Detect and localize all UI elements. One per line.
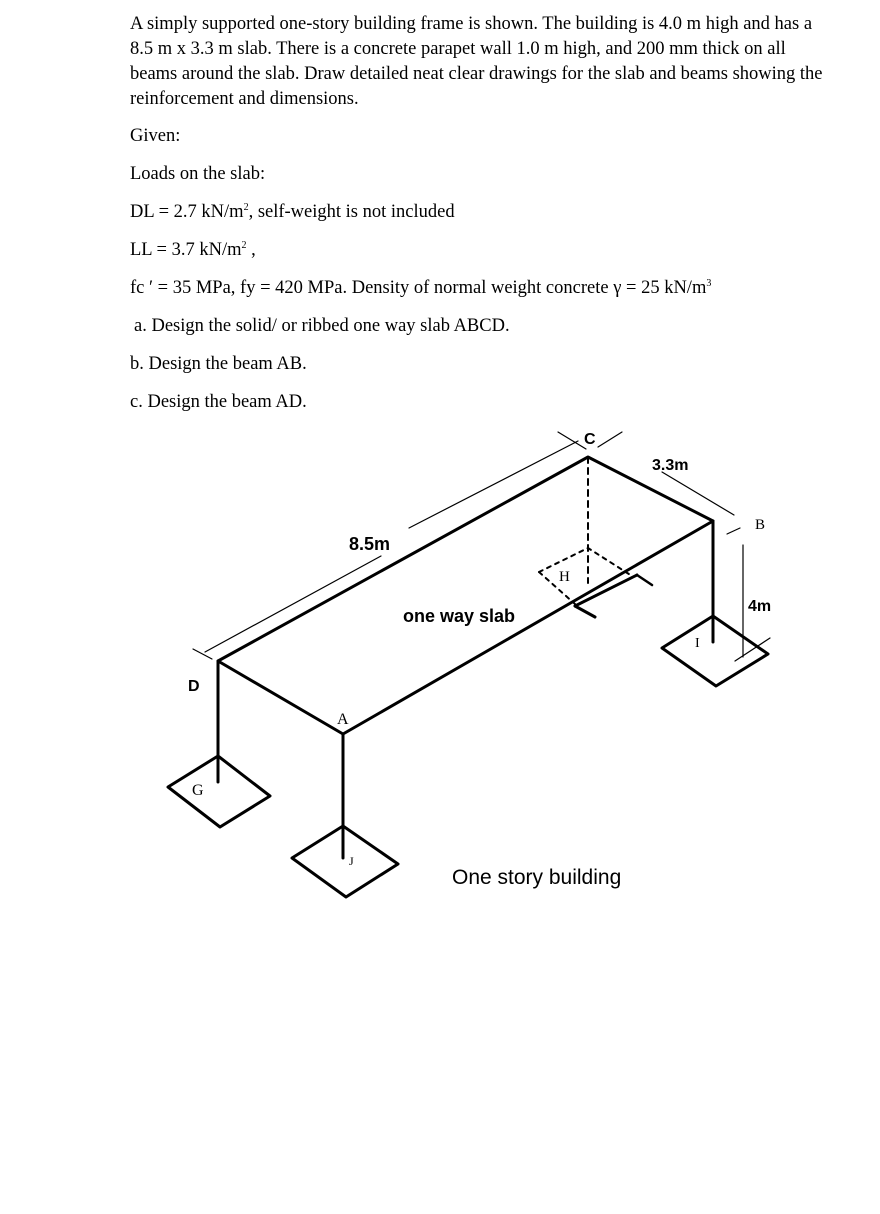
node-label-h: H bbox=[559, 569, 570, 585]
live-load-value: LL = 3.7 kN/m bbox=[130, 240, 242, 260]
footing-i bbox=[662, 616, 768, 686]
live-load-suffix: , bbox=[246, 240, 256, 260]
footing-h-edge3 bbox=[637, 575, 652, 585]
footing-h-edge2 bbox=[575, 606, 595, 617]
question-a: a. Design the solid/ or ribbed one way slab ABCD. bbox=[134, 316, 510, 336]
dimension-width: 3.3m bbox=[652, 457, 689, 474]
footing-j bbox=[292, 826, 398, 897]
node-label-a: A bbox=[337, 711, 349, 728]
given-label: Given: bbox=[130, 126, 181, 146]
dimension-length: 8.5m bbox=[349, 534, 391, 554]
footing-h-edge1 bbox=[575, 575, 637, 606]
loads-label: Loads on the slab: bbox=[130, 164, 266, 184]
dead-load-exponent: 2 bbox=[243, 201, 249, 213]
dead-load-value: DL = 2.7 kN/m bbox=[130, 202, 244, 222]
problem-statement: A simply supported one-story building frame is shown. The building is 4.0 m high and has a 8.5 m x 3.3 m slab. There is a concrete parapet wall 1.0 m high, and 200 mm thick on all beams around the slab. Draw detailed neat clear drawings for the slab and beams showing the reinforcement and dimensions. bbox=[130, 14, 823, 109]
node-label-d: D bbox=[188, 678, 200, 695]
node-label-g: G bbox=[192, 782, 204, 799]
dim-height-tick-top bbox=[727, 528, 740, 534]
question-c: c. Design the beam AD. bbox=[130, 392, 307, 412]
dim-width-line-a bbox=[598, 432, 622, 447]
density-exponent: 3 bbox=[706, 277, 712, 289]
node-label-i: I bbox=[695, 636, 700, 651]
node-label-b: B bbox=[755, 517, 766, 533]
figure-caption: One story building bbox=[452, 866, 622, 889]
live-load-exponent: 2 bbox=[241, 239, 247, 251]
dim-length-line-a bbox=[205, 556, 381, 652]
dim-length-tick-d bbox=[193, 649, 212, 659]
dimension-height: 4m bbox=[748, 598, 772, 615]
slab-label: one way slab bbox=[403, 606, 516, 626]
node-label-c: C bbox=[584, 431, 596, 448]
question-b: b. Design the beam AB. bbox=[130, 354, 307, 374]
material-text: fc ′ = 35 MPa, fy = 420 MPa. Density of normal weight concrete γ = 25 kN/m bbox=[130, 278, 707, 298]
dead-load-note: , self-weight is not included bbox=[248, 202, 455, 222]
dim-length-tick-c bbox=[558, 432, 586, 449]
dim-length-line-b bbox=[409, 441, 578, 528]
dim-width-line-b bbox=[662, 472, 734, 515]
footing-h-dash bbox=[539, 548, 632, 576]
node-label-j: J bbox=[349, 854, 354, 868]
